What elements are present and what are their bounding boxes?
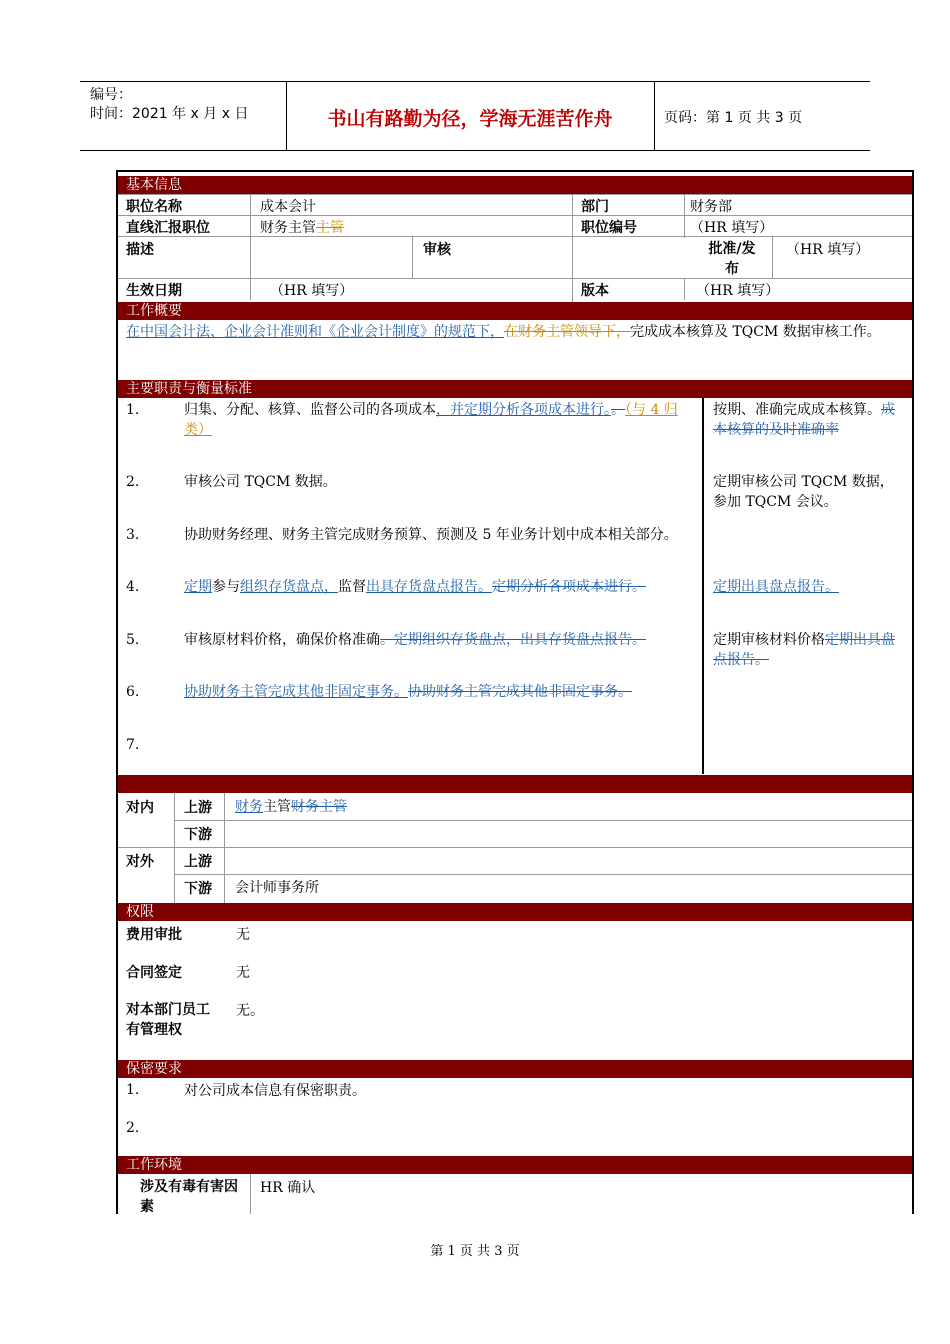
contract-value: 无 <box>236 965 250 981</box>
confidential-text: 对公司成本信息有保密职责。 <box>184 1083 366 1099</box>
duty-measure <box>713 577 905 597</box>
duty-text: 审核公司 TQCM 数据。 <box>184 474 337 490</box>
section-overview: 工作概要 <box>118 302 912 320</box>
page-footer: 第 1 页 共 3 页 <box>430 1244 520 1259</box>
row-divider <box>118 194 912 195</box>
section-basic-info: 基本信息 <box>118 176 912 194</box>
internal-downstream-label: 下游 <box>184 827 212 843</box>
hazard-label: 涉及有毒有害因素 <box>140 1179 238 1215</box>
duty-number: 6. <box>126 684 140 700</box>
internal-upstream-value <box>235 796 347 816</box>
section-confidential: 保密要求 <box>118 1060 912 1078</box>
dept-label: 部门 <box>581 199 609 215</box>
section-relations <box>118 775 912 793</box>
report-value-deleted: 主管 <box>316 220 344 236</box>
header-left <box>90 86 248 124</box>
confidential-number: 2. <box>126 1120 140 1136</box>
duty-text-part: 监督 <box>338 579 366 595</box>
review-label: 审核 <box>423 242 451 258</box>
expense-label: 费用审批 <box>126 927 182 943</box>
duty-text-part: 审核原材料价格，确保价格准确 <box>184 632 380 648</box>
duty-deleted: 。 <box>611 402 625 418</box>
job-code-label: 职位编号 <box>581 220 637 236</box>
col-divider <box>684 278 685 300</box>
duty-inserted: 出具存货盘点报告。 <box>366 579 492 595</box>
duty-inserted-note: （与 4 归类） <box>184 402 678 438</box>
overview-deleted: 在财务主管领导下， <box>504 324 630 340</box>
duty-inserted: ，并定期分析各项成本进行。 <box>436 402 611 418</box>
col-divider <box>224 793 225 903</box>
row-divider <box>174 874 912 875</box>
row-divider <box>118 215 912 216</box>
job-description-form <box>116 170 914 1214</box>
duty-inserted: 组织存货盘点， <box>240 579 338 595</box>
approve-value: （HR 填写） <box>786 242 870 258</box>
dept-value: 财务部 <box>690 199 732 215</box>
hazard-value: HR 确认 <box>260 1180 316 1196</box>
header-divider <box>654 82 655 150</box>
duty-text <box>184 682 692 702</box>
col-divider <box>250 1174 251 1214</box>
section-environment: 工作环境 <box>118 1156 912 1174</box>
col-divider <box>684 194 685 238</box>
duty-measure <box>713 400 905 440</box>
duty-text-part: 参与 <box>212 579 240 595</box>
duty-text <box>184 577 692 597</box>
duty-number: 7. <box>126 737 140 753</box>
duty-deleted: 定期分析各项成本进行。 <box>492 579 646 595</box>
external-downstream-label: 下游 <box>184 881 212 897</box>
version-label: 版本 <box>581 283 609 299</box>
internal-upstream-deleted: 财务主管 <box>291 799 347 815</box>
duty-text <box>184 630 692 650</box>
duty-number: 2. <box>126 474 140 490</box>
external-downstream-value: 会计师事务所 <box>235 880 319 896</box>
duty-measure <box>713 630 905 670</box>
doc-time-label: 时间：2021 年 x 月 x 日 <box>90 106 249 122</box>
duty-measure-text: 定期审核材料价格 <box>713 632 825 648</box>
duty-number: 5. <box>126 632 140 648</box>
section-duties: 主要职责与衡量标准 <box>118 380 912 398</box>
duty-measure-text: 按期、准确完成成本核算。 <box>713 402 881 418</box>
duty-inserted: 定期 <box>184 579 212 595</box>
version-value: （HR 填写） <box>696 283 780 299</box>
job-title-label: 职位名称 <box>126 199 182 215</box>
internal-upstream-label: 上游 <box>184 800 212 816</box>
report-value-text: 财务主管 <box>260 220 316 236</box>
overview-rest: 完成成本核算及 TQCM 数据审核工作。 <box>630 324 881 340</box>
col-divider <box>412 236 413 278</box>
job-title-value: 成本会计 <box>260 199 316 215</box>
approve-label: 批准/发布 <box>708 241 756 277</box>
desc-label: 描述 <box>126 242 154 258</box>
row-divider <box>118 236 912 237</box>
header-slogan: 书山有路勤为径，学海无涯苦作舟 <box>327 108 613 130</box>
col-divider <box>174 793 175 903</box>
job-code-value: （HR 填写） <box>690 220 774 236</box>
overview-text <box>126 322 902 342</box>
duty-number: 1. <box>126 402 140 418</box>
section-authority: 权限 <box>118 903 912 921</box>
effective-value: （HR 填写） <box>270 283 354 299</box>
page-header <box>80 81 870 151</box>
duty-inserted: 协助财务主管完成其他非固定事务。 <box>184 684 408 700</box>
duty-measure: 定期审核公司 TQCM 数据，参加 TQCM 会议。 <box>713 474 894 510</box>
duty-number: 4. <box>126 579 140 595</box>
overview-inserted: 在中国会计法、企业会计准则和《企业会计制度》的规范下， <box>126 324 504 340</box>
duties-col-divider <box>702 398 704 774</box>
expense-value: 无 <box>236 927 250 943</box>
page-number: 页码：第 1 页 共 3 页 <box>664 110 803 126</box>
internal-upstream-inserted: 财务 <box>235 799 263 815</box>
duty-number: 3. <box>126 527 140 543</box>
contract-label: 合同签定 <box>126 965 182 981</box>
duty-text-part: 归集、分配、核算、监督公司的各项成本 <box>184 402 436 418</box>
duty-measure-inserted: 定期出具盘点报告。 <box>713 579 839 595</box>
col-divider <box>772 236 773 278</box>
duty-text <box>184 400 692 440</box>
external-upstream-label: 上游 <box>184 854 212 870</box>
duty-measure-deleted: 定期出具盘点报告。 <box>713 632 895 668</box>
internal-upstream-text: 主管 <box>263 799 291 815</box>
row-divider <box>174 820 912 821</box>
confidential-number: 1. <box>126 1082 140 1098</box>
external-label: 对外 <box>126 854 154 870</box>
row-divider <box>118 847 912 848</box>
report-value <box>260 217 344 237</box>
row-divider <box>118 278 912 279</box>
col-divider <box>250 194 251 300</box>
report-label: 直线汇报职位 <box>126 220 210 236</box>
staff-mgmt-value: 无。 <box>236 1003 264 1019</box>
duty-deleted: 协助财务主管完成其他非固定事务。 <box>408 684 632 700</box>
internal-label: 对内 <box>126 800 154 816</box>
staff-mgmt-label: 对本部门员工有管理权 <box>126 1002 210 1038</box>
effective-label: 生效日期 <box>126 283 182 299</box>
duty-text: 协助财务经理、财务主管完成财务预算、预测及 5 年业务计划中成本相关部分。 <box>184 527 678 543</box>
doc-number-label: 编号： <box>90 87 132 103</box>
duty-deleted: 。定期组织存货盘点，出具存货盘点报告。 <box>380 632 646 648</box>
duty-measure-deleted: 成本核算的及时准确率 <box>713 402 895 438</box>
